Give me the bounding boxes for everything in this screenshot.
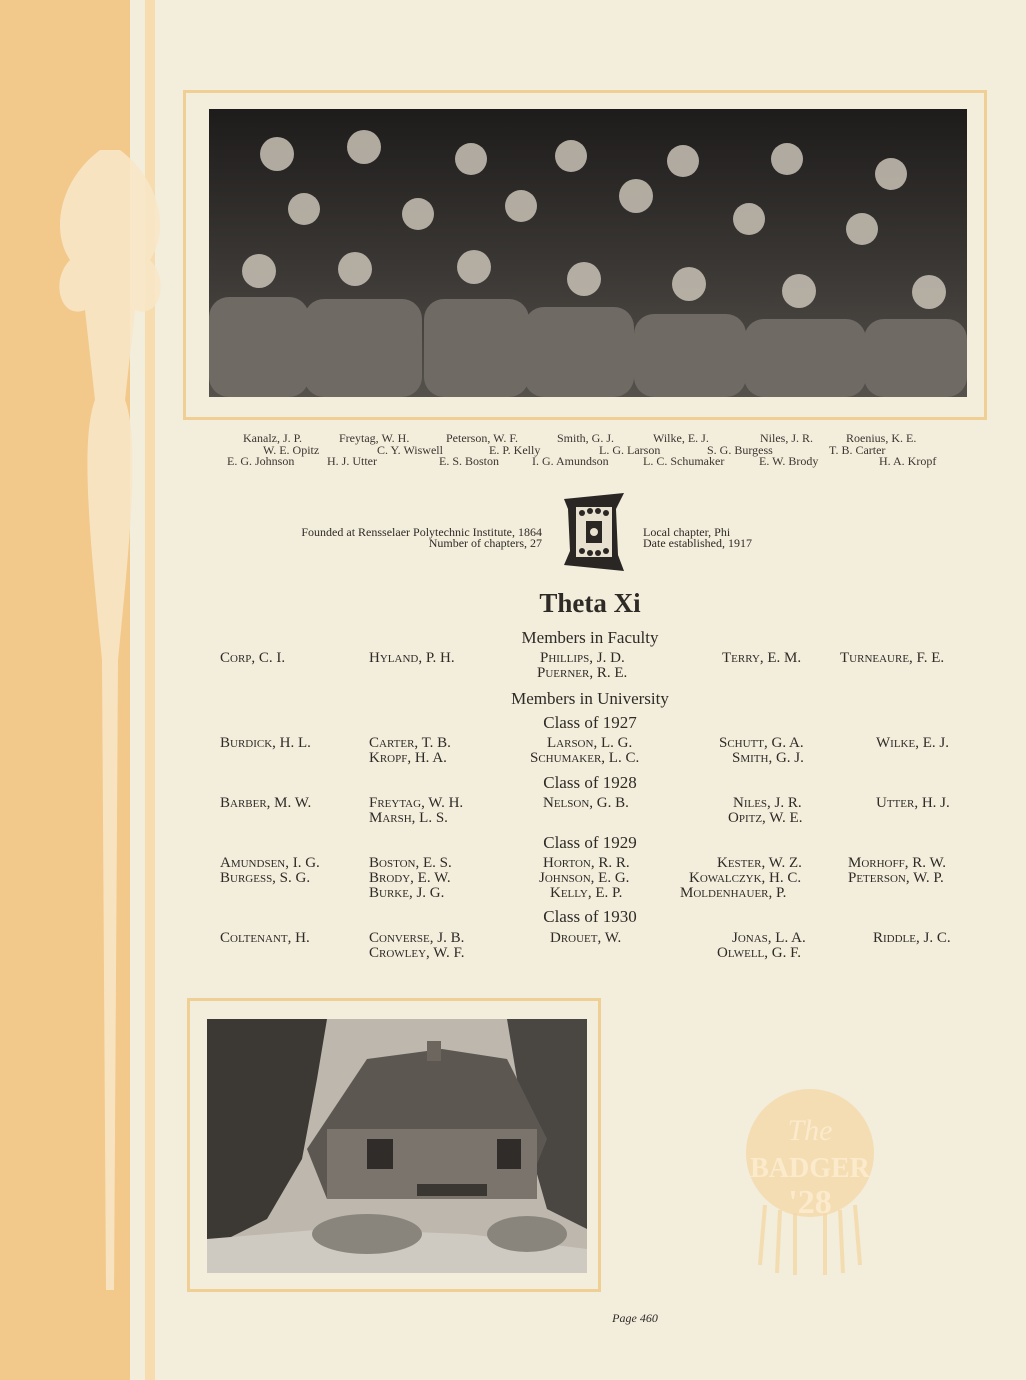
caption-name: L. C. Schumaker — [643, 454, 725, 468]
member-name: Riddle, J. C. — [873, 930, 951, 946]
member-name: Brody, E. W. — [369, 870, 451, 886]
founding-left-line-1: Founded at Rensselaer Polytechnic Institute, 1864 — [301, 525, 542, 539]
class-1930-heading: Class of 1930 — [543, 907, 637, 926]
caption-name: H. A. Kropf — [879, 454, 937, 468]
caption-name: Smith, G. J. — [557, 431, 615, 445]
caption-name: W. E. Opitz — [263, 443, 320, 457]
fraternity-crest-icon — [560, 493, 628, 571]
photo-caption-row-3 — [0, 454, 1026, 468]
caption-name: Freytag, W. H. — [339, 431, 410, 445]
member-name: Crowley, W. F. — [369, 945, 465, 961]
member-name: Morhoff, R. W. — [848, 855, 947, 871]
caption-name: C. Y. Wiswell — [377, 443, 443, 457]
university-heading: Members in University — [511, 689, 669, 708]
caption-name: Peterson, W. F. — [446, 431, 519, 445]
member-name: Kropf, H. A. — [369, 750, 447, 766]
member-name: Barber, M. W. — [220, 795, 312, 811]
member-name: Wilke, E. J. — [876, 735, 949, 751]
founding-right-line-1: Local chapter, Phi — [643, 525, 731, 539]
member-name: Peterson, W. P. — [848, 870, 944, 886]
caption-name: T. B. Carter — [829, 443, 886, 457]
member-name: Corp, C. I. — [220, 650, 286, 666]
member-name: Johnson, E. G. — [539, 870, 630, 886]
page-number: Page 460 — [612, 1311, 658, 1325]
founding-right-line-2: Date established, 1917 — [643, 536, 752, 550]
member-name: Hyland, P. H. — [369, 650, 455, 666]
member-name: Carter, T. B. — [369, 735, 451, 751]
caption-name: E. P. Kelly — [489, 443, 541, 457]
member-name: Olwell, G. F. — [717, 945, 801, 961]
member-name: Marsh, L. S. — [369, 810, 448, 826]
member-name: Puerner, R. E. — [537, 665, 628, 681]
member-name: Amundsen, I. G. — [220, 855, 320, 871]
member-name: Moldenhauer, P. — [680, 885, 787, 901]
member-name: Burgess, S. G. — [220, 870, 311, 886]
caption-name: Niles, J. R. — [760, 431, 814, 445]
badge-line-the: The — [787, 1114, 833, 1147]
badge-line-year: '28 — [788, 1184, 832, 1221]
caption-name: H. J. Utter — [327, 454, 377, 468]
member-name: Kowalczyk, H. C. — [689, 870, 802, 886]
class-1928-heading: Class of 1928 — [543, 773, 637, 792]
caption-name: Kanalz, J. P. — [243, 431, 302, 445]
caption-name: S. G. Burgess — [707, 443, 773, 457]
member-name: Terry, E. M. — [722, 650, 802, 666]
member-name: Larson, L. G. — [547, 735, 633, 751]
group-photo-figures — [209, 109, 967, 397]
member-name: Schutt, G. A. — [719, 735, 804, 751]
caption-name: I. G. Amundson — [532, 454, 609, 468]
caption-name: Wilke, E. J. — [653, 431, 709, 445]
member-name: Kelly, E. P. — [550, 885, 623, 901]
member-name: Kester, W. Z. — [717, 855, 802, 871]
member-name: Freytag, W. H. — [369, 795, 464, 811]
member-name: Phillips, J. D. — [540, 650, 625, 666]
member-name: Nelson, G. B. — [543, 795, 629, 811]
badger-28-emblem — [735, 1085, 885, 1275]
member-name: Converse, J. B. — [369, 930, 465, 946]
member-name: Smith, G. J. — [732, 750, 804, 766]
member-name: Schumaker, L. C. — [530, 750, 640, 766]
house-photo-scene — [207, 1019, 587, 1273]
member-name: Jonas, L. A. — [732, 930, 806, 946]
group-photo — [209, 109, 967, 397]
caption-name: Roenius, K. E. — [846, 431, 917, 445]
feather-ornament — [40, 140, 190, 1300]
member-name: Niles, J. R. — [733, 795, 802, 811]
founding-left-line-2: Number of chapters, 27 — [428, 536, 542, 550]
member-name: Drouet, W. — [550, 930, 622, 946]
member-name: Burke, J. G. — [369, 885, 445, 901]
member-name: Opitz, W. E. — [728, 810, 803, 826]
caption-name: E. S. Boston — [439, 454, 500, 468]
member-name: Turneaure, F. E. — [840, 650, 945, 666]
faculty-heading: Members in Faculty — [521, 628, 659, 647]
member-name: Utter, H. J. — [876, 795, 950, 811]
chapter-title: Theta Xi — [539, 588, 641, 618]
member-name: Burdick, H. L. — [220, 735, 311, 751]
badge-line-badger: BADGER — [750, 1153, 870, 1184]
house-photo — [207, 1019, 587, 1273]
class-1927-heading: Class of 1927 — [543, 713, 637, 732]
caption-name: E. G. Johnson — [227, 454, 295, 468]
member-name: Coltenant, H. — [220, 930, 310, 946]
caption-name: E. W. Brody — [759, 454, 819, 468]
caption-name: L. G. Larson — [599, 443, 661, 457]
class-1929-heading: Class of 1929 — [543, 833, 637, 852]
member-name: Horton, R. R. — [543, 855, 630, 871]
member-name: Boston, E. S. — [369, 855, 452, 871]
